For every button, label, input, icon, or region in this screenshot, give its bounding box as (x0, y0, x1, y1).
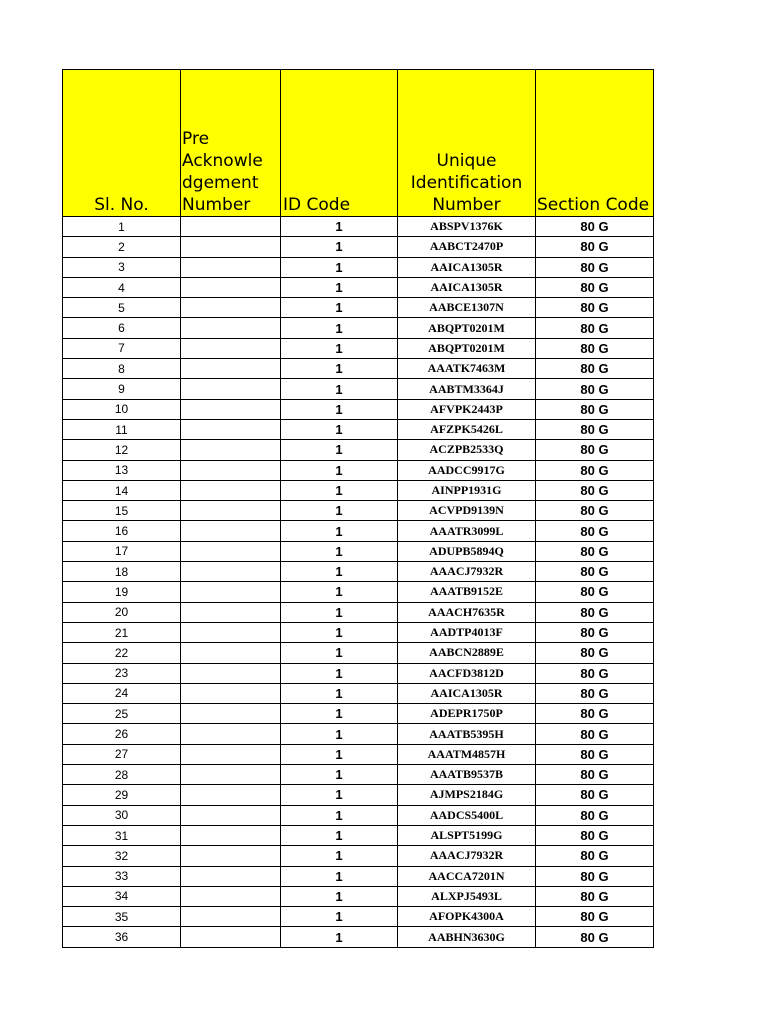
table-row (63, 846, 654, 866)
cell-pre-acknowledgement-number[interactable] (181, 582, 281, 602)
cell-pre-acknowledgement-number[interactable] (181, 805, 281, 825)
cell-sl-no[interactable]: 12 (63, 440, 181, 460)
cell-section-code[interactable]: 80 G (536, 643, 654, 663)
cell-id-code[interactable]: 1 (281, 744, 398, 764)
cell-pre-acknowledgement-number[interactable] (181, 359, 281, 379)
table-row (63, 785, 654, 805)
table-header (63, 70, 654, 217)
cell-id-code[interactable]: 1 (281, 562, 398, 582)
cell-unique-identification-number[interactable]: AFOPK4300A (398, 907, 536, 927)
cell-unique-identification-number[interactable]: ACVPD9139N (398, 501, 536, 521)
table-row (63, 602, 654, 622)
header-sl-no[interactable]: Sl. No. (63, 70, 181, 217)
cell-unique-identification-number[interactable]: AABHN3630G (398, 927, 536, 947)
cell-section-code[interactable]: 80 G (536, 501, 654, 521)
cell-id-code[interactable]: 1 (281, 643, 398, 663)
cell-unique-identification-number[interactable]: ALXPJ5493L (398, 886, 536, 906)
cell-unique-identification-number[interactable]: AABCE1307N (398, 298, 536, 318)
cell-sl-no[interactable]: 33 (63, 866, 181, 886)
cell-unique-identification-number[interactable]: AADTP4013F (398, 622, 536, 642)
cell-sl-no[interactable]: 24 (63, 683, 181, 703)
cell-id-code[interactable]: 1 (281, 582, 398, 602)
table-row (63, 704, 654, 724)
cell-pre-acknowledgement-number[interactable] (181, 501, 281, 521)
table-row (63, 907, 654, 927)
cell-sl-no[interactable]: 19 (63, 582, 181, 602)
cell-pre-acknowledgement-number[interactable] (181, 622, 281, 642)
cell-unique-identification-number[interactable]: AAICA1305R (398, 277, 536, 297)
cell-unique-identification-number[interactable]: ABSPV1376K (398, 217, 536, 237)
cell-unique-identification-number[interactable]: AAATB9152E (398, 582, 536, 602)
cell-pre-acknowledgement-number[interactable] (181, 765, 281, 785)
table-row (63, 277, 654, 297)
cell-section-code[interactable]: 80 G (536, 927, 654, 947)
cell-sl-no[interactable]: 26 (63, 724, 181, 744)
cell-sl-no[interactable]: 4 (63, 277, 181, 297)
cell-section-code[interactable]: 80 G (536, 785, 654, 805)
table-row (63, 724, 654, 744)
cell-section-code[interactable]: 80 G (536, 622, 654, 642)
cell-id-code[interactable]: 1 (281, 419, 398, 439)
table-row (63, 765, 654, 785)
cell-unique-identification-number[interactable]: AACCA7201N (398, 866, 536, 886)
cell-id-code[interactable]: 1 (281, 237, 398, 257)
cell-sl-no[interactable]: 16 (63, 521, 181, 541)
cell-unique-identification-number[interactable]: AAATK7463M (398, 359, 536, 379)
cell-id-code[interactable]: 1 (281, 907, 398, 927)
cell-section-code[interactable]: 80 G (536, 359, 654, 379)
cell-sl-no[interactable]: 5 (63, 298, 181, 318)
cell-unique-identification-number[interactable]: AAACJ7932R (398, 846, 536, 866)
cell-section-code[interactable]: 80 G (536, 825, 654, 845)
cell-unique-identification-number[interactable]: AAATM4857H (398, 744, 536, 764)
cell-section-code[interactable]: 80 G (536, 460, 654, 480)
cell-pre-acknowledgement-number[interactable] (181, 846, 281, 866)
cell-section-code[interactable]: 80 G (536, 480, 654, 500)
header-id-code[interactable]: ID Code (281, 70, 398, 217)
table-row (63, 460, 654, 480)
cell-section-code[interactable]: 80 G (536, 683, 654, 703)
cell-pre-acknowledgement-number[interactable] (181, 338, 281, 358)
cell-section-code[interactable]: 80 G (536, 907, 654, 927)
table-row (63, 399, 654, 419)
cell-section-code[interactable]: 80 G (536, 318, 654, 338)
cell-unique-identification-number[interactable]: ACZPB2533Q (398, 440, 536, 460)
spreadsheet-table (62, 69, 654, 948)
table-row (63, 927, 654, 947)
cell-section-code[interactable]: 80 G (536, 582, 654, 602)
table-row (63, 886, 654, 906)
table-row (63, 562, 654, 582)
cell-sl-no[interactable]: 8 (63, 359, 181, 379)
cell-section-code[interactable]: 80 G (536, 277, 654, 297)
cell-pre-acknowledgement-number[interactable] (181, 257, 281, 277)
cell-pre-acknowledgement-number[interactable] (181, 379, 281, 399)
cell-sl-no[interactable]: 32 (63, 846, 181, 866)
table-row (63, 825, 654, 845)
cell-sl-no[interactable]: 3 (63, 257, 181, 277)
cell-pre-acknowledgement-number[interactable] (181, 683, 281, 703)
cell-section-code[interactable]: 80 G (536, 541, 654, 561)
cell-id-code[interactable]: 1 (281, 399, 398, 419)
cell-id-code[interactable]: 1 (281, 541, 398, 561)
cell-section-code[interactable]: 80 G (536, 805, 654, 825)
cell-pre-acknowledgement-number[interactable] (181, 744, 281, 764)
cell-id-code[interactable]: 1 (281, 765, 398, 785)
cell-unique-identification-number[interactable]: AABCN2889E (398, 643, 536, 663)
cell-pre-acknowledgement-number[interactable] (181, 480, 281, 500)
cell-pre-acknowledgement-number[interactable] (181, 643, 281, 663)
cell-section-code[interactable]: 80 G (536, 704, 654, 724)
cell-unique-identification-number[interactable]: AAICA1305R (398, 683, 536, 703)
cell-pre-acknowledgement-number[interactable] (181, 460, 281, 480)
cell-unique-identification-number[interactable]: AADCC9917G (398, 460, 536, 480)
cell-section-code[interactable]: 80 G (536, 521, 654, 541)
table-row (63, 237, 654, 257)
cell-id-code[interactable]: 1 (281, 501, 398, 521)
cell-unique-identification-number[interactable]: ALSPT5199G (398, 825, 536, 845)
header-section-code[interactable]: Section Code (536, 70, 654, 217)
table-row (63, 480, 654, 500)
cell-pre-acknowledgement-number[interactable] (181, 724, 281, 744)
table-body (63, 217, 654, 948)
table-row (63, 318, 654, 338)
table-row (63, 744, 654, 764)
cell-sl-no[interactable]: 31 (63, 825, 181, 845)
cell-id-code[interactable]: 1 (281, 927, 398, 947)
cell-unique-identification-number[interactable]: AABCT2470P (398, 237, 536, 257)
cell-id-code[interactable]: 1 (281, 298, 398, 318)
cell-unique-identification-number[interactable]: AACFD3812D (398, 663, 536, 683)
cell-id-code[interactable]: 1 (281, 886, 398, 906)
cell-id-code[interactable]: 1 (281, 785, 398, 805)
cell-section-code[interactable]: 80 G (536, 765, 654, 785)
cell-pre-acknowledgement-number[interactable] (181, 704, 281, 724)
table-row (63, 419, 654, 439)
cell-sl-no[interactable]: 20 (63, 602, 181, 622)
cell-id-code[interactable]: 1 (281, 257, 398, 277)
cell-id-code[interactable]: 1 (281, 521, 398, 541)
cell-pre-acknowledgement-number[interactable] (181, 318, 281, 338)
cell-pre-acknowledgement-number[interactable] (181, 237, 281, 257)
cell-pre-acknowledgement-number[interactable] (181, 521, 281, 541)
cell-id-code[interactable]: 1 (281, 480, 398, 500)
table-row (63, 683, 654, 703)
table-row (63, 622, 654, 642)
cell-sl-no[interactable]: 35 (63, 907, 181, 927)
cell-sl-no[interactable]: 7 (63, 338, 181, 358)
cell-id-code[interactable]: 1 (281, 460, 398, 480)
cell-id-code[interactable]: 1 (281, 805, 398, 825)
cell-sl-no[interactable]: 1 (63, 217, 181, 237)
cell-pre-acknowledgement-number[interactable] (181, 298, 281, 318)
cell-section-code[interactable]: 80 G (536, 663, 654, 683)
cell-sl-no[interactable]: 21 (63, 622, 181, 642)
cell-section-code[interactable]: 80 G (536, 866, 654, 886)
table-row (63, 257, 654, 277)
cell-sl-no[interactable]: 22 (63, 643, 181, 663)
table-row (63, 298, 654, 318)
header-unique-identification-number[interactable]: Unique Identification Number (398, 70, 536, 217)
cell-section-code[interactable]: 80 G (536, 257, 654, 277)
cell-unique-identification-number[interactable]: AAICA1305R (398, 257, 536, 277)
cell-unique-identification-number[interactable]: AABTM3364J (398, 379, 536, 399)
cell-section-code[interactable]: 80 G (536, 602, 654, 622)
cell-pre-acknowledgement-number[interactable] (181, 927, 281, 947)
cell-unique-identification-number[interactable]: AAACJ7932R (398, 562, 536, 582)
cell-section-code[interactable]: 80 G (536, 886, 654, 906)
cell-section-code[interactable]: 80 G (536, 237, 654, 257)
cell-sl-no[interactable]: 34 (63, 886, 181, 906)
cell-sl-no[interactable]: 11 (63, 419, 181, 439)
cell-unique-identification-number[interactable]: ADUPB5894Q (398, 541, 536, 561)
cell-section-code[interactable]: 80 G (536, 724, 654, 744)
table-row (63, 338, 654, 358)
cell-sl-no[interactable]: 27 (63, 744, 181, 764)
cell-unique-identification-number[interactable]: AJMPS2184G (398, 785, 536, 805)
cell-id-code[interactable]: 1 (281, 217, 398, 237)
cell-pre-acknowledgement-number[interactable] (181, 562, 281, 582)
cell-sl-no[interactable]: 2 (63, 237, 181, 257)
cell-id-code[interactable]: 1 (281, 622, 398, 642)
cell-id-code[interactable]: 1 (281, 683, 398, 703)
cell-pre-acknowledgement-number[interactable] (181, 541, 281, 561)
cell-pre-acknowledgement-number[interactable] (181, 866, 281, 886)
table-row (63, 582, 654, 602)
cell-unique-identification-number[interactable]: AAATB5395H (398, 724, 536, 744)
cell-sl-no[interactable]: 30 (63, 805, 181, 825)
cell-id-code[interactable]: 1 (281, 663, 398, 683)
cell-unique-identification-number[interactable]: ADEPR1750P (398, 704, 536, 724)
cell-pre-acknowledgement-number[interactable] (181, 825, 281, 845)
cell-sl-no[interactable]: 29 (63, 785, 181, 805)
cell-unique-identification-number[interactable]: AFVPK2443P (398, 399, 536, 419)
cell-section-code[interactable]: 80 G (536, 298, 654, 318)
cell-sl-no[interactable]: 9 (63, 379, 181, 399)
cell-sl-no[interactable]: 14 (63, 480, 181, 500)
table-row (63, 440, 654, 460)
cell-sl-no[interactable]: 15 (63, 501, 181, 521)
cell-id-code[interactable]: 1 (281, 338, 398, 358)
table-row (63, 217, 654, 237)
cell-pre-acknowledgement-number[interactable] (181, 886, 281, 906)
cell-sl-no[interactable]: 25 (63, 704, 181, 724)
cell-id-code[interactable]: 1 (281, 602, 398, 622)
table-row (63, 663, 654, 683)
cell-section-code[interactable]: 80 G (536, 379, 654, 399)
cell-sl-no[interactable]: 13 (63, 460, 181, 480)
cell-section-code[interactable]: 80 G (536, 846, 654, 866)
cell-unique-identification-number[interactable]: AFZPK5426L (398, 419, 536, 439)
cell-id-code[interactable]: 1 (281, 379, 398, 399)
cell-unique-identification-number[interactable]: AAATR3099L (398, 521, 536, 541)
cell-section-code[interactable]: 80 G (536, 440, 654, 460)
cell-pre-acknowledgement-number[interactable] (181, 277, 281, 297)
table-row (63, 501, 654, 521)
cell-sl-no[interactable]: 6 (63, 318, 181, 338)
cell-sl-no[interactable]: 17 (63, 541, 181, 561)
cell-sl-no[interactable]: 10 (63, 399, 181, 419)
cell-sl-no[interactable]: 36 (63, 927, 181, 947)
cell-section-code[interactable]: 80 G (536, 419, 654, 439)
table-row (63, 521, 654, 541)
cell-sl-no[interactable]: 23 (63, 663, 181, 683)
table-row (63, 541, 654, 561)
cell-pre-acknowledgement-number[interactable] (181, 440, 281, 460)
cell-pre-acknowledgement-number[interactable] (181, 907, 281, 927)
cell-id-code[interactable]: 1 (281, 825, 398, 845)
cell-section-code[interactable]: 80 G (536, 399, 654, 419)
cell-id-code[interactable]: 1 (281, 318, 398, 338)
table-row (63, 379, 654, 399)
cell-pre-acknowledgement-number[interactable] (181, 399, 281, 419)
cell-id-code[interactable]: 1 (281, 866, 398, 886)
table-row (63, 643, 654, 663)
cell-sl-no[interactable]: 28 (63, 765, 181, 785)
cell-section-code[interactable]: 80 G (536, 744, 654, 764)
cell-unique-identification-number[interactable]: AINPP1931G (398, 480, 536, 500)
cell-pre-acknowledgement-number[interactable] (181, 419, 281, 439)
cell-pre-acknowledgement-number[interactable] (181, 602, 281, 622)
cell-sl-no[interactable]: 18 (63, 562, 181, 582)
cell-id-code[interactable]: 1 (281, 359, 398, 379)
cell-unique-identification-number[interactable]: ABQPT0201M (398, 338, 536, 358)
cell-id-code[interactable]: 1 (281, 846, 398, 866)
header-row (63, 70, 654, 217)
cell-unique-identification-number[interactable]: AAACH7635R (398, 602, 536, 622)
table-row (63, 805, 654, 825)
cell-id-code[interactable]: 1 (281, 440, 398, 460)
cell-section-code[interactable]: 80 G (536, 562, 654, 582)
cell-pre-acknowledgement-number[interactable] (181, 663, 281, 683)
cell-section-code[interactable]: 80 G (536, 338, 654, 358)
cell-unique-identification-number[interactable]: AAATB9537B (398, 765, 536, 785)
cell-id-code[interactable]: 1 (281, 724, 398, 744)
cell-unique-identification-number[interactable]: AADCS5400L (398, 805, 536, 825)
header-pre-acknowledgement-number[interactable]: Pre Acknowle dgement Number (181, 70, 281, 217)
cell-section-code[interactable]: 80 G (536, 217, 654, 237)
cell-id-code[interactable]: 1 (281, 704, 398, 724)
cell-id-code[interactable]: 1 (281, 277, 398, 297)
cell-pre-acknowledgement-number[interactable] (181, 217, 281, 237)
cell-unique-identification-number[interactable]: ABQPT0201M (398, 318, 536, 338)
table-row (63, 359, 654, 379)
cell-pre-acknowledgement-number[interactable] (181, 785, 281, 805)
table-row (63, 866, 654, 886)
